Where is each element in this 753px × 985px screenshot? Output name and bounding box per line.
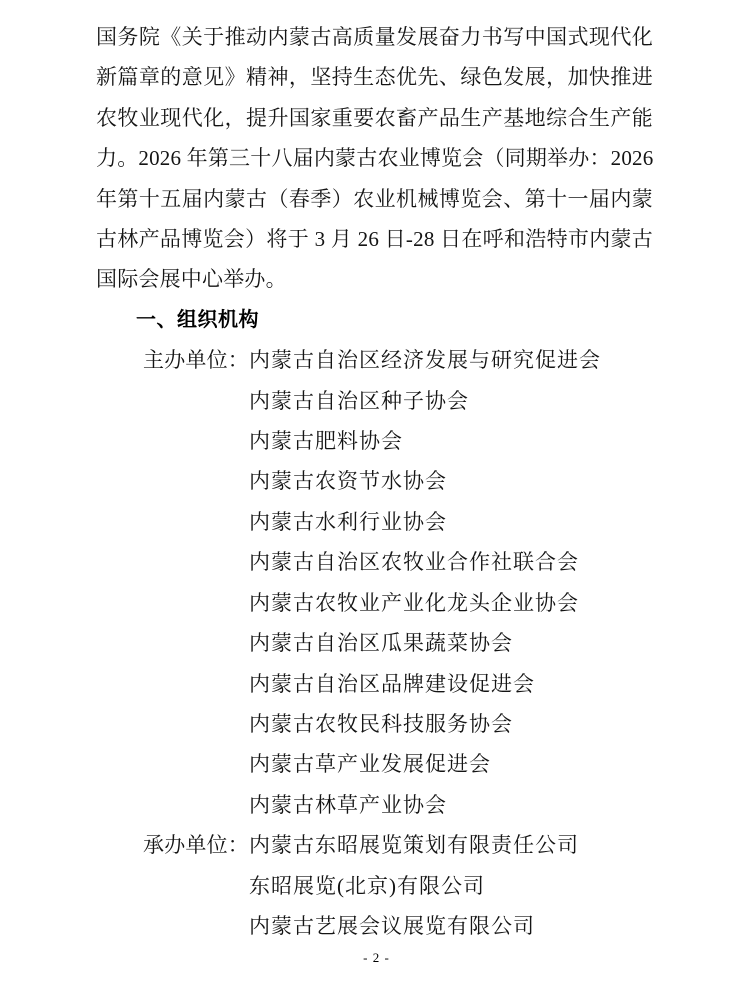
organizer-item: 内蒙古水利行业协会 [249, 509, 447, 534]
undertaker-list [249, 825, 653, 946]
organizer-item: 内蒙古林草产业协会 [249, 792, 447, 817]
undertaker-item: 东昭展览(北京)有限公司 [249, 873, 485, 898]
organizer-item: 内蒙古草产业发展促进会 [249, 752, 491, 777]
section-heading: 一、组织机构 [136, 308, 259, 331]
organizer-item: 内蒙古自治区经济发展与研究促进会 [249, 348, 601, 373]
organizer-item: 内蒙古农牧民科技服务协会 [249, 711, 513, 736]
paragraph-line: 力。2026 年第三十八届内蒙古农业博览会（同期举办：2026 [96, 146, 654, 171]
paragraph-line: 国际会展中心举办。 [96, 267, 287, 292]
page-content [96, 17, 653, 946]
organizer-item: 内蒙古农资节水协会 [249, 469, 447, 494]
paragraph-line: 农牧业现代化，提升国家重要农畜产品生产基地综合生产能 [96, 105, 653, 130]
organizer-item: 内蒙古肥料协会 [249, 429, 403, 454]
organizer-item: 内蒙古自治区品牌建设促进会 [249, 671, 535, 696]
organizer-item: 内蒙古自治区种子协会 [249, 388, 469, 413]
undertaker-item: 内蒙古艺展会议展览有限公司 [249, 913, 535, 938]
organizer-list [249, 340, 653, 825]
body-paragraph [96, 17, 653, 300]
organizer-label: 主办单位： [143, 348, 249, 373]
undertaker-label: 承办单位： [143, 833, 249, 858]
organizer-item: 内蒙古自治区农牧业合作社联合会 [249, 550, 579, 575]
paragraph-line: 新篇章的意见》精神，坚持生态优先、绿色发展，加快推进 [96, 65, 653, 90]
page-number: - 2 - [363, 950, 390, 965]
undertaker-block [143, 825, 653, 946]
organizer-item: 内蒙古自治区瓜果蔬菜协会 [249, 631, 513, 656]
organizer-item: 内蒙古农牧业产业化龙头企业协会 [249, 590, 579, 615]
paragraph-line: 国务院《关于推动内蒙古高质量发展奋力书写中国式现代化 [96, 25, 653, 49]
organizer-block [143, 340, 653, 825]
paragraph-line: 年第十五届内蒙古（春季）农业机械博览会、第十一届内蒙 [96, 186, 653, 211]
paragraph-line: 古林产品博览会）将于 3 月 26 日-28 日在呼和浩特市内蒙古 [96, 227, 653, 252]
undertaker-item: 内蒙古东昭展览策划有限责任公司 [249, 833, 579, 858]
